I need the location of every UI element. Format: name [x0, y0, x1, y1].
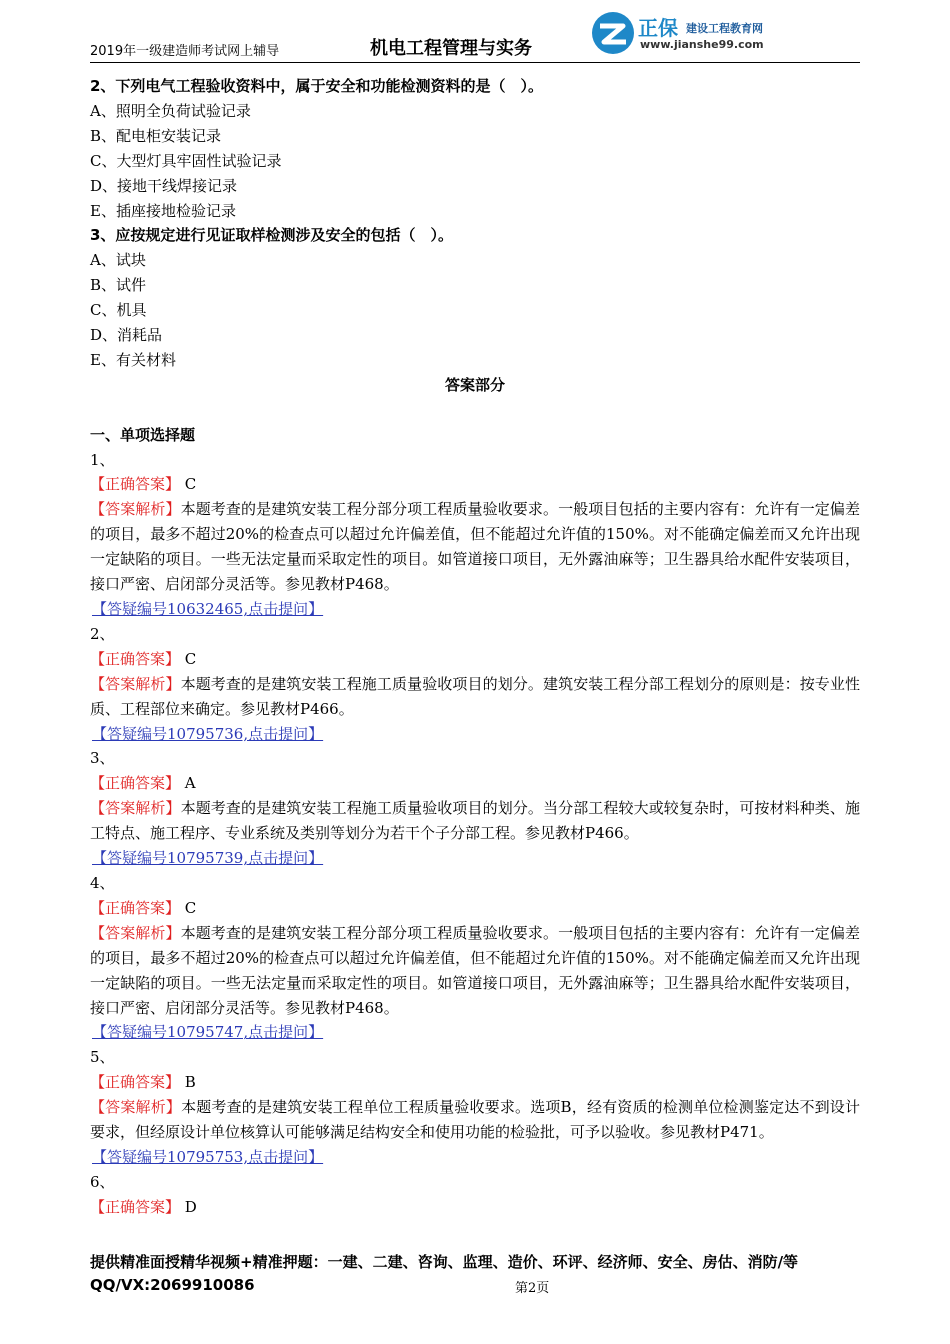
question-link-row	[90, 597, 860, 622]
answer-analysis	[90, 921, 860, 1021]
ask-question-link[interactable]: 【答疑编号10632465,点击提问】	[92, 600, 324, 619]
question-stem: 2、下列电气工程验收资料中，属于安全和功能检测资料的是（ ）。	[90, 77, 543, 95]
correct-answer-row	[90, 1070, 860, 1095]
answer-number: 4、	[90, 873, 115, 892]
question-link-row	[90, 846, 860, 871]
answer-analysis	[90, 1095, 860, 1145]
page-footer	[90, 1251, 870, 1294]
correct-answer-row	[90, 771, 860, 796]
correct-answer-label: 【正确答案】	[90, 1073, 181, 1092]
option: B、配电柜安装记录	[90, 126, 222, 145]
ask-question-link[interactable]: 【答疑编号10795753,点击提问】	[92, 1147, 324, 1166]
correct-answer-value: C	[180, 649, 197, 668]
correct-answer-label: 【正确答案】	[90, 898, 181, 917]
correct-answer-value: D	[180, 1197, 197, 1216]
correct-answer-row	[90, 647, 860, 672]
correct-answer-value: A	[180, 774, 196, 793]
correct-answer-row	[90, 1195, 860, 1220]
question-stem: 3、应按规定进行见证取样检测涉及安全的包括（ ）。	[90, 226, 453, 245]
correct-answer-label: 【正确答案】	[90, 1197, 181, 1216]
header-left-title: 2019年一级建造师考试网上辅导	[90, 44, 280, 59]
analysis-label: 【答案解析】	[90, 674, 181, 693]
ask-question-link[interactable]: 【答疑编号10795739,点击提问】	[92, 849, 324, 868]
option: C、大型灯具牢固性试验记录	[90, 151, 282, 170]
analysis-text: 本题考查的是建筑安装工程施工质量验收项目的划分。当分部工程较大或较复杂时，可按材料种类、施工特点、施工程序、专业系统及类别等划分为若干个子分部工程。参见教材P466。	[90, 799, 860, 843]
option: E、有关材料	[90, 350, 176, 369]
question-link-row	[90, 722, 860, 747]
page-number: 第2页	[515, 1281, 550, 1296]
answer-number: 2、	[90, 624, 115, 643]
site-logo	[590, 10, 830, 58]
correct-answer-row	[90, 472, 860, 497]
correct-answer-label: 【正确答案】	[90, 774, 181, 793]
option: E、插座接地检验记录	[90, 201, 236, 220]
correct-answer-value: C	[180, 475, 197, 494]
question-link-row	[90, 1145, 860, 1170]
page-header	[90, 10, 860, 63]
correct-answer-row	[90, 896, 860, 921]
logo-title: 正保	[638, 16, 678, 40]
logo-emblem-icon	[590, 10, 636, 56]
document-body	[90, 74, 860, 1220]
answer-number: 3、	[90, 749, 115, 768]
option: D、接地干线焊接记录	[90, 176, 238, 195]
ask-question-link[interactable]: 【答疑编号10795736,点击提问】	[92, 724, 324, 743]
footer-promo: 提供精准面授精华视频+精准押题：一建、二建、咨询、监理、造价、环评、经济师、安全、房估、消防/等	[90, 1253, 799, 1271]
correct-answer-label: 【正确答案】	[90, 649, 181, 668]
ask-question-link[interactable]: 【答疑编号10795747,点击提问】	[92, 1023, 324, 1042]
analysis-text: 本题考查的是建筑安装工程分部分项工程质量验收要求。一般项目包括的主要内容有：允许有一定偏差的项目，最多不超过20%的检查点可以超过允许偏差值，但不能超过允许值的150%。对不能确定偏差而又允许出现一定缺陷的项目。一些无法定量而采取定性的项目。如管道接口项目，无外露油麻等；卫生器具给水配件安装项目，接口严密、启闭部分灵活等。参见教材P468。	[90, 923, 860, 1017]
analysis-label: 【答案解析】	[90, 500, 181, 519]
answer-analysis	[90, 796, 860, 846]
answer-number: 1、	[90, 450, 115, 469]
logo-subtitle: 建设工程教育网	[686, 22, 763, 35]
analysis-label: 【答案解析】	[90, 1098, 182, 1117]
analysis-text: 本题考查的是建筑安装工程分部分项工程质量验收要求。一般项目包括的主要内容有：允许有一定偏差的项目，最多不超过20%的检查点可以超过允许偏差值，但不能超过允许值的150%。对不能确定偏差而又允许出现一定缺陷的项目。一些无法定量而采取定性的项目。如管道接口项目，无外露油麻等；卫生器具给水配件安装项目，接口严密、启闭部分灵活等。参见教材P468。	[90, 500, 860, 594]
footer-contact: QQ/VX:2069910086	[90, 1276, 255, 1294]
answer-analysis	[90, 672, 860, 722]
correct-answer-value: B	[180, 1073, 196, 1092]
answer-analysis	[90, 497, 860, 597]
option: C、机具	[90, 301, 147, 320]
analysis-text: 本题考查的是建筑安装工程施工质量验收项目的划分。建筑安装工程分部工程划分的原则是：按专业性质、工程部位来确定。参见教材P466。	[90, 674, 860, 718]
option: A、照明全负荷试验记录	[90, 101, 251, 120]
option: A、试块	[90, 251, 146, 270]
correct-answer-value: C	[180, 898, 197, 917]
answer-section-title: 答案部分	[444, 375, 505, 394]
correct-answer-label: 【正确答案】	[90, 475, 181, 494]
analysis-text: 本题考查的是建筑安装工程单位工程质量验收要求。选项B，经有资质的检测单位检测鉴定达不到设计要求，但经原设计单位核算认可能够满足结构安全和使用功能的检验批，可予以验收。参见教材P471。	[90, 1098, 860, 1142]
analysis-label: 【答案解析】	[90, 923, 181, 942]
answer-number: 6、	[90, 1172, 115, 1191]
answer-number: 5、	[90, 1048, 115, 1067]
section-heading: 一、单项选择题	[90, 425, 196, 444]
logo-url: www.jianshe99.com	[640, 38, 764, 51]
analysis-label: 【答案解析】	[90, 799, 181, 818]
question-link-row	[90, 1020, 860, 1045]
option: D、消耗品	[90, 326, 163, 345]
option: B、试件	[90, 276, 147, 295]
header-subject-title: 机电工程管理与实务	[370, 38, 532, 59]
